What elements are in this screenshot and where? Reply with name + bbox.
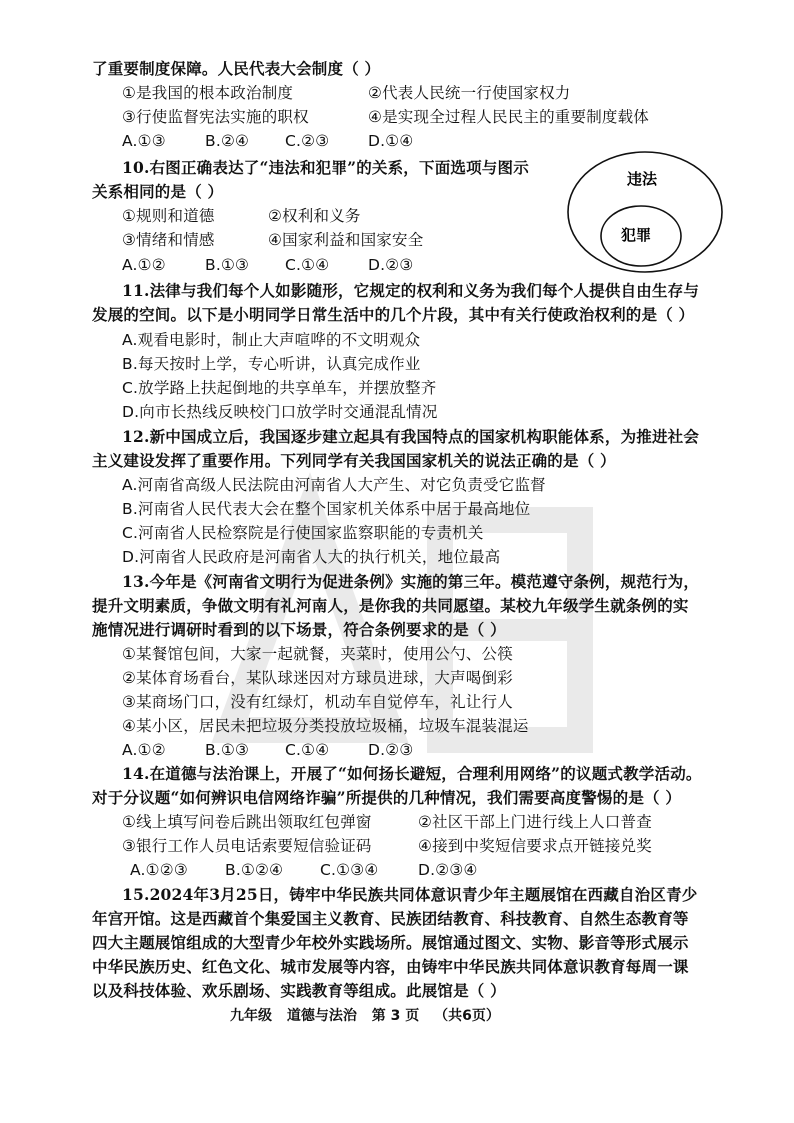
q12-option-a: A.河南省高级人民法院由河南省人大产生、对它负责受它监督 bbox=[122, 476, 546, 494]
q14-answer-b: B.①②④ bbox=[225, 861, 284, 879]
footer-grade: 九年级 bbox=[230, 1008, 272, 1024]
q14-option-4: ④接到中奖短信要求点开链接兑奖 bbox=[418, 837, 652, 855]
q9-answer-d: D.①④ bbox=[368, 132, 414, 150]
q10-option-4: ④国家利益和国家安全 bbox=[268, 231, 424, 249]
q13-option-1: ①某餐馆包间，大家一起就餐，夹菜时，使用公勺、公筷 bbox=[122, 645, 513, 663]
q9-answer-c: C.②③ bbox=[285, 132, 330, 150]
q14-stem-line2: 对于分议题“如何辨识电信网络诈骗”所提供的几种情况，我们需要高度警惕的是（ ） bbox=[92, 788, 682, 807]
page-footer bbox=[230, 1005, 510, 1025]
q14-answer-d: D.②③④ bbox=[418, 861, 478, 879]
q13-option-4: ④某小区，居民未把垃圾分类投放垃圾桶，垃圾车混装混运 bbox=[122, 717, 529, 735]
q10-stem-line2: 关系相同的是（ ） bbox=[92, 182, 224, 201]
venn-inner-label: 犯罪 bbox=[621, 226, 652, 244]
q14-option-2: ②社区干部上门进行线上人口普查 bbox=[418, 813, 652, 831]
q10-option-1: ①规则和道德 bbox=[122, 207, 215, 225]
q9-option-2: ②代表人民统一行使国家权力 bbox=[368, 84, 571, 102]
q14-option-3: ③银行工作人员电话索要短信验证码 bbox=[122, 837, 372, 855]
q9-stem-end: 了重要制度保障。人民代表大会制度（ ） bbox=[92, 59, 381, 78]
q9-option-4: ④是实现全过程人民民主的重要制度载体 bbox=[368, 108, 649, 126]
q11-option-c: C.放学路上扶起倒地的共享单车，并摆放整齐 bbox=[122, 379, 437, 397]
q12-option-d: D.河南省人民政府是河南省人大的执行机关，地位最高 bbox=[122, 548, 501, 566]
q13-stem-line2: 提升文明素质，争做文明有礼河南人，是你我的共同愿望。某校九年级学生就条例的实 bbox=[92, 596, 689, 615]
q15-stem-line3: 四大主题展馆组成的大型青少年校外实践场所。展馆通过图文、实物、影音等形式展示 bbox=[92, 933, 689, 952]
q12-stem-line1: 12.新中国成立后，我国逐步建立起具有我国特点的国家机构职能体系，为推进社会 bbox=[122, 427, 700, 446]
q11-stem-line2: 发展的空间。以下是小明同学日常生活中的几个片段，其中有关行使政治权利的是（ ） bbox=[92, 305, 695, 324]
q14-answer-a: A.①②③ bbox=[130, 861, 188, 879]
q10-answer-d: D.②③ bbox=[368, 256, 414, 274]
q10-option-3: ③情绪和情感 bbox=[122, 231, 215, 249]
q13-stem-line3: 施情况进行调研时看到的以下场景，符合条例要求的是（ ） bbox=[92, 620, 506, 639]
venn-outer-label: 违法 bbox=[627, 170, 658, 188]
q12-option-b: B.河南省人民代表大会在整个国家机关体系中居于最高地位 bbox=[122, 500, 531, 518]
q15-stem-line5: 以及科技体验、欢乐剧场、实践教育等组成。此展馆是（ ） bbox=[92, 981, 506, 1000]
q9-option-3: ③行使监督宪法实施的职权 bbox=[122, 108, 309, 126]
q10-stem-line1: 10.右图正确表达了“违法和犯罪”的关系，下面选项与图示 bbox=[122, 158, 529, 177]
q12-option-c: C.河南省人民检察院是行使国家监察职能的专责机关 bbox=[122, 524, 484, 542]
q9-answer-b: B.②④ bbox=[205, 132, 250, 150]
q11-option-a: A.观看电影时，制止大声喧哗的不文明观众 bbox=[122, 331, 421, 349]
q15-stem-line2: 年宫开馆。这是西藏首个集爱国主义教育、民族团结教育、科技教育、自然生态教育等 bbox=[92, 909, 689, 928]
q11-option-d: D.向市长热线反映校门口放学时交通混乱情况 bbox=[122, 403, 438, 421]
q10-option-2: ②权利和义务 bbox=[268, 207, 361, 225]
venn-diagram bbox=[565, 150, 725, 275]
q9-option-1: ①是我国的根本政治制度 bbox=[122, 84, 294, 102]
q13-option-3: ③某商场门口，没有红绿灯，机动车自觉停车，礼让行人 bbox=[122, 693, 513, 711]
q11-stem-line1: 11.法律与我们每个人如影随形，它规定的权利和义务为我们每个人提供自由生存与 bbox=[122, 281, 700, 300]
q13-answer-b: B.①③ bbox=[205, 741, 250, 759]
footer-total-pages: （共6页） bbox=[434, 1008, 500, 1024]
q15-stem-line1: 15.2024年3月25日，铸牢中华民族共同体意识青少年主题展馆在西藏自治区青少 bbox=[122, 885, 698, 904]
q14-option-1: ①线上填写问卷后跳出领取红包弹窗 bbox=[122, 813, 372, 831]
q13-answer-d: D.②③ bbox=[368, 741, 414, 759]
q13-answer-c: C.①④ bbox=[285, 741, 330, 759]
q11-option-b: B.每天按时上学，专心听讲，认真完成作业 bbox=[122, 355, 421, 373]
q13-answer-a: A.①② bbox=[122, 741, 166, 759]
q14-answer-c: C.①③④ bbox=[320, 861, 379, 879]
q13-option-2: ②某体育场看台，某队球迷因对方球员进球，大声喝倒彩 bbox=[122, 669, 513, 687]
q14-stem-line1: 14.在道德与法治课上，开展了“如何扬长避短，合理利用网络”的议题式教学活动。 bbox=[122, 764, 702, 783]
q15-stem-line4: 中华民族历史、红色文化、城市发展等内容，由铸牢中华民族共同体意识教育每周一课 bbox=[92, 957, 689, 976]
q12-stem-line2: 主义建设发挥了重要作用。下列同学有关我国国家机关的说法正确的是（ ） bbox=[92, 451, 616, 470]
q10-answer-b: B.①③ bbox=[205, 256, 250, 274]
q13-stem-line1: 13.今年是《河南省文明行为促进条例》实施的第三年。模范遵守条例，规范行为， bbox=[122, 572, 700, 591]
q10-answer-a: A.①② bbox=[122, 256, 166, 274]
q10-answer-c: C.①④ bbox=[285, 256, 330, 274]
footer-page-number: 第 3 页 bbox=[371, 1008, 420, 1024]
q9-answer-a: A.①③ bbox=[122, 132, 166, 150]
footer-subject: 道德与法治 bbox=[286, 1008, 357, 1024]
